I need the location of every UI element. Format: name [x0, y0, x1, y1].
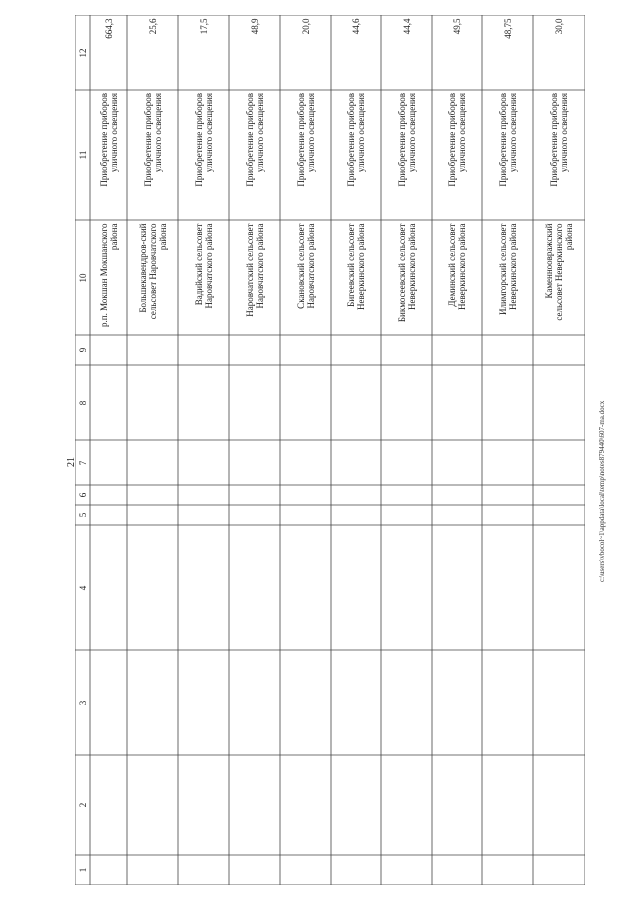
cell-amount: [331, 15, 381, 90]
cell-region-text: р.п. Мокшан Мокшанского района: [98, 223, 119, 327]
cell-purpose: [432, 90, 482, 220]
cell-amount-text: 30,0: [554, 18, 564, 34]
cell-amount-text: 20,0: [300, 18, 311, 34]
cell-region: [482, 220, 533, 335]
cell-region-text: Большекавендров-ский сельсовет Наровчатского района: [137, 223, 168, 319]
cell-amount-text: 25,6: [147, 18, 158, 34]
cell-purpose-text: Приобретение приборов уличного освещения: [98, 93, 119, 187]
cell-purpose-text: Приобретение приборов уличного освещения: [142, 93, 163, 187]
cell-region-text: Деминский сельсовет Неверкинского района: [447, 223, 467, 310]
column-header-7-text: 7: [77, 460, 88, 465]
page-number: 21: [66, 457, 77, 467]
column-header-6-text: 6: [77, 492, 88, 498]
cell-region-text: Каменноовражский сельсовет Неверкинского района: [544, 223, 574, 321]
column-header-1: [75, 855, 90, 885]
cell-region: [127, 220, 178, 335]
cell-amount-text: 44,4: [401, 18, 412, 34]
cell-purpose: [533, 90, 585, 220]
cell-amount: [482, 15, 533, 90]
cell-region: [533, 220, 585, 335]
cell-purpose-text: Приобретение приборов уличного освещения: [346, 93, 366, 187]
cell-purpose: [178, 90, 229, 220]
column-header-1-text: 1: [77, 867, 88, 873]
cell-region: [280, 220, 331, 335]
column-header-6: [75, 485, 90, 505]
column-header-5-text: 5: [77, 512, 88, 518]
cell-amount: [381, 15, 432, 90]
cell-amount-text: 48,9: [249, 18, 260, 34]
column-header-3: [75, 650, 90, 755]
column-header-9-text: 9: [77, 347, 88, 353]
cell-amount: [533, 15, 585, 90]
column-header-11: [75, 90, 90, 220]
cell-amount: [432, 15, 482, 90]
column-header-2-text: 2: [77, 802, 88, 808]
cell-purpose-text: Приобретение приборов уличного освещения: [396, 93, 417, 187]
column-header-8-text: 8: [77, 400, 88, 405]
cell-amount: [178, 15, 229, 90]
cell-amount-text: 49,5: [452, 18, 462, 34]
column-header-3-text: 3: [77, 700, 88, 705]
column-header-12-text: 12: [77, 48, 88, 57]
cell-region-text: Илимгорский сельсовет Неверкинского района: [497, 223, 518, 315]
cell-region: [381, 220, 432, 335]
cell-purpose: [90, 90, 127, 220]
column-header-4: [75, 525, 90, 650]
cell-amount-text: 17,5: [198, 18, 209, 34]
cell-amount: [127, 15, 178, 90]
cell-purpose-text: Приобретение приборов уличного освещения: [447, 93, 467, 187]
cell-region: [90, 220, 127, 335]
column-header-12: [75, 15, 90, 90]
cell-purpose: [280, 90, 331, 220]
column-header-7: [75, 440, 90, 485]
column-header-10: [75, 220, 90, 335]
cell-region-text: Бигеевский сельсовет Неверкинского района: [346, 223, 366, 310]
cell-purpose: [229, 90, 280, 220]
cell-region: [229, 220, 280, 335]
column-header-4-text: 4: [77, 585, 88, 590]
cell-amount: [90, 15, 127, 90]
cell-region-text: Бикмосеевский сельсовет Неверкинского района: [396, 223, 417, 322]
rotated-table: [75, 15, 585, 885]
cell-amount: [280, 15, 331, 90]
column-header-5: [75, 505, 90, 525]
column-header-10-text: 10: [77, 273, 88, 282]
cell-amount-text: 48,75: [502, 18, 513, 39]
cell-amount-text: 664,3: [103, 18, 114, 39]
cell-amount-text: 44,6: [351, 18, 361, 34]
cell-amount: [229, 15, 280, 90]
cell-region-text: Скановский сельсовет Наровчатского района: [295, 223, 316, 309]
cell-purpose: [381, 90, 432, 220]
column-header-11-text: 11: [77, 150, 88, 160]
cell-purpose-text: Приобретение приборов уличного освещения: [497, 93, 518, 187]
file-path-footer: c:\users\vbocol~1\appdata\local\temp\notes879440\607-ma.docx: [598, 400, 606, 582]
cell-purpose: [482, 90, 533, 220]
cell-region: [432, 220, 482, 335]
cell-region-text: Вадийский сельсовет Наровчатского района: [193, 223, 214, 308]
column-header-9: [75, 335, 90, 365]
cell-purpose: [127, 90, 178, 220]
cell-region: [331, 220, 381, 335]
cell-region: [178, 220, 229, 335]
column-header-2: [75, 755, 90, 855]
cell-region-text: Наровчатский сельсовет Наровчатского района: [244, 223, 265, 317]
cell-purpose-text: Приобретение приборов уличного освещения: [244, 93, 265, 187]
column-header-8: [75, 365, 90, 440]
cell-purpose-text: Приобретение приборов уличного освещения: [549, 93, 569, 187]
cell-purpose: [331, 90, 381, 220]
cell-purpose-text: Приобретение приборов уличного освещения: [193, 93, 214, 187]
cell-purpose-text: Приобретение приборов уличного освещения: [295, 93, 316, 187]
